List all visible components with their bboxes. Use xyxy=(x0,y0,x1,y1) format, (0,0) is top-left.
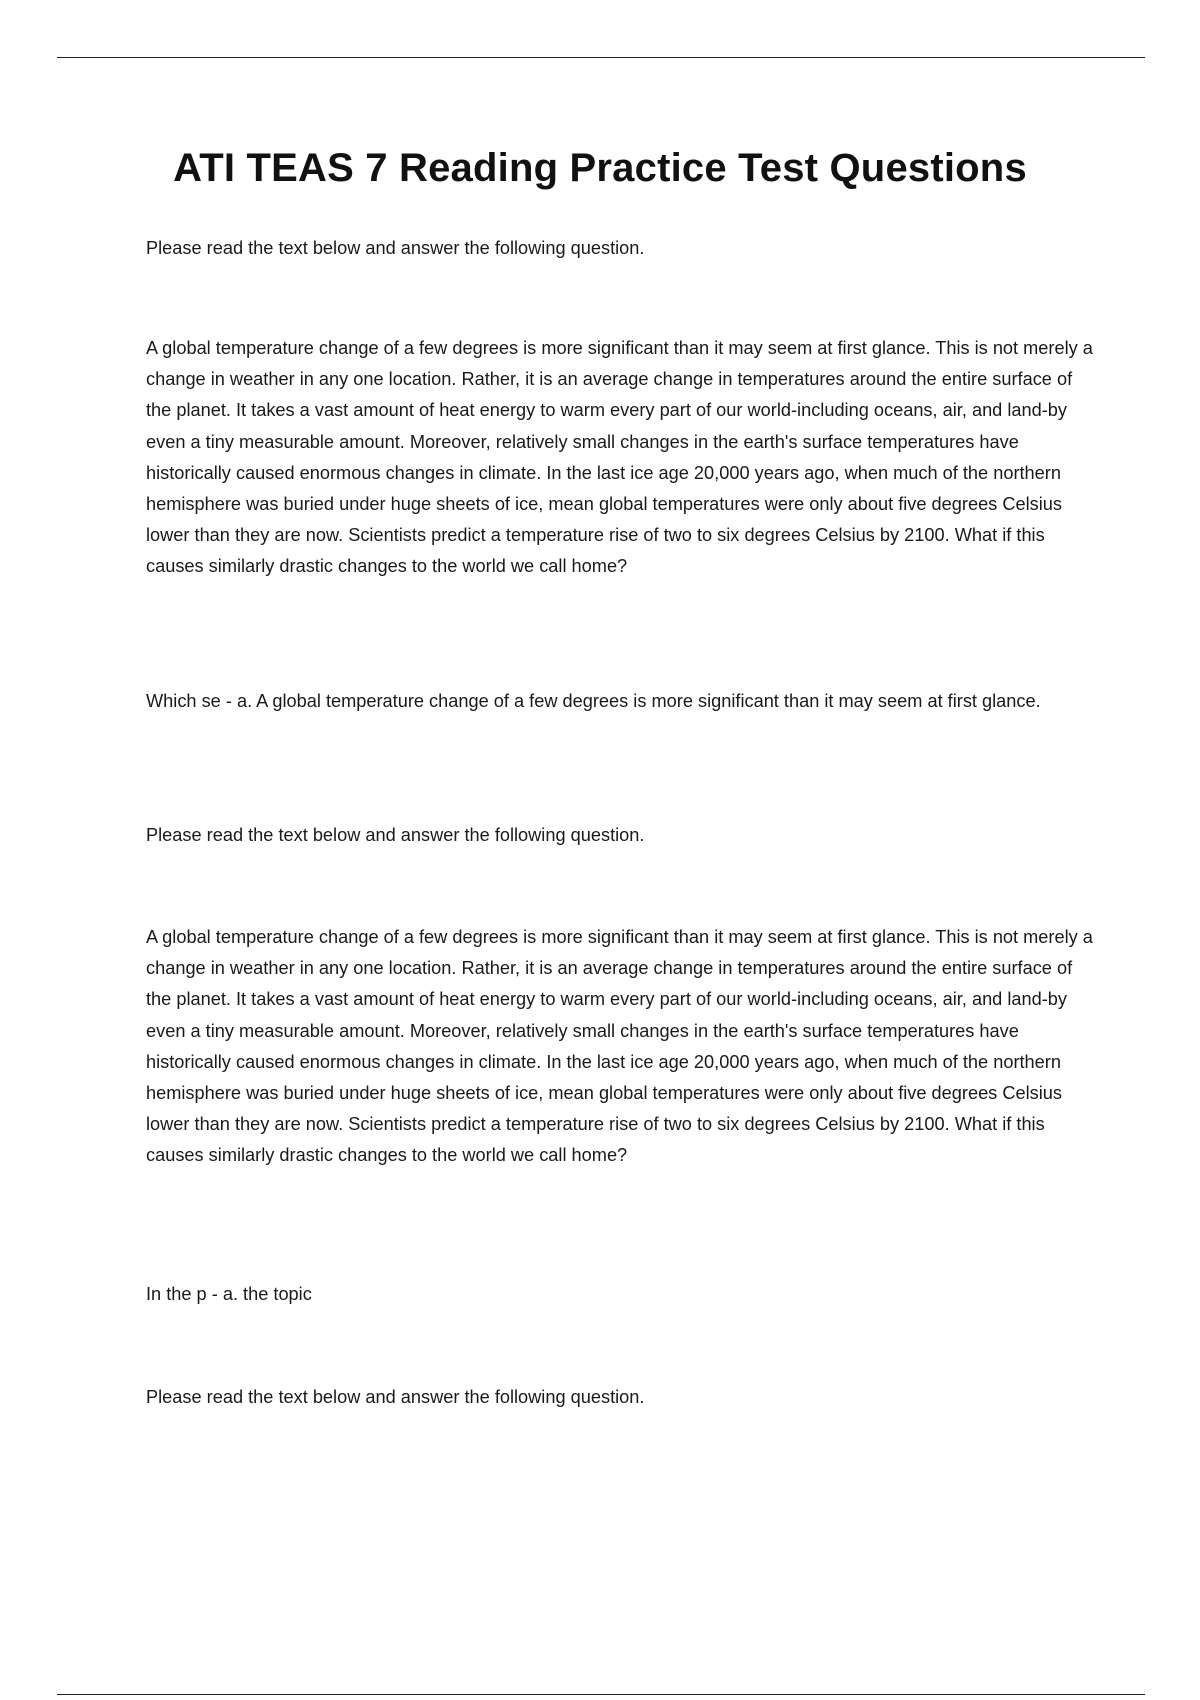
footer-rule xyxy=(57,1694,1145,1695)
header-rule xyxy=(57,57,1145,58)
passage-1: A global temperature change of a few degrees is more significant than it may seem at first glance. This is not merely a change in weather in any one location. Rather, it is an average change in temperatures around the entire surface of the planet. It takes a vast amount of heat energy to warm every part of our world-including oceans, air, and land-by even a tiny measurable amount. Moreover, relatively small changes in the earth's surface temperatures have historically caused enormous changes in climate. In the last ice age 20,000 years ago, when much of the northern hemisphere was buried under huge sheets of ice, mean global temperatures were only about five degrees Celsius lower than they are now. Scientists predict a temperature rise of two to six degrees Celsius by 2100. What if this causes similarly drastic changes to the world we call home? xyxy=(146,338,1093,577)
passage-2: A global temperature change of a few degrees is more significant than it may seem at first glance. This is not merely a change in weather in any one location. Rather, it is an average change in temperatures around the entire surface of the planet. It takes a vast amount of heat energy to warm every part of our world-including oceans, air, and land-by even a tiny measurable amount. Moreover, relatively small changes in the earth's surface temperatures have historically caused enormous changes in climate. In the last ice age 20,000 years ago, when much of the northern hemisphere was buried under huge sheets of ice, mean global temperatures were only about five degrees Celsius lower than they are now. Scientists predict a temperature rise of two to six degrees Celsius by 2100. What if this causes similarly drastic changes to the world we call home? xyxy=(146,927,1093,1166)
document-title: ATI TEAS 7 Reading Practice Test Questions xyxy=(173,146,1027,190)
question-2: In the p - a. the topic xyxy=(146,1284,312,1304)
question-1: Which se - a. A global temperature change of a few degrees is more significant than it may seem at first glance. xyxy=(146,691,1041,711)
instruction-1: Please read the text below and answer the following question. xyxy=(146,238,645,258)
instruction-3: Please read the text below and answer the following question. xyxy=(146,1387,645,1407)
instruction-2: Please read the text below and answer the following question. xyxy=(146,825,645,845)
